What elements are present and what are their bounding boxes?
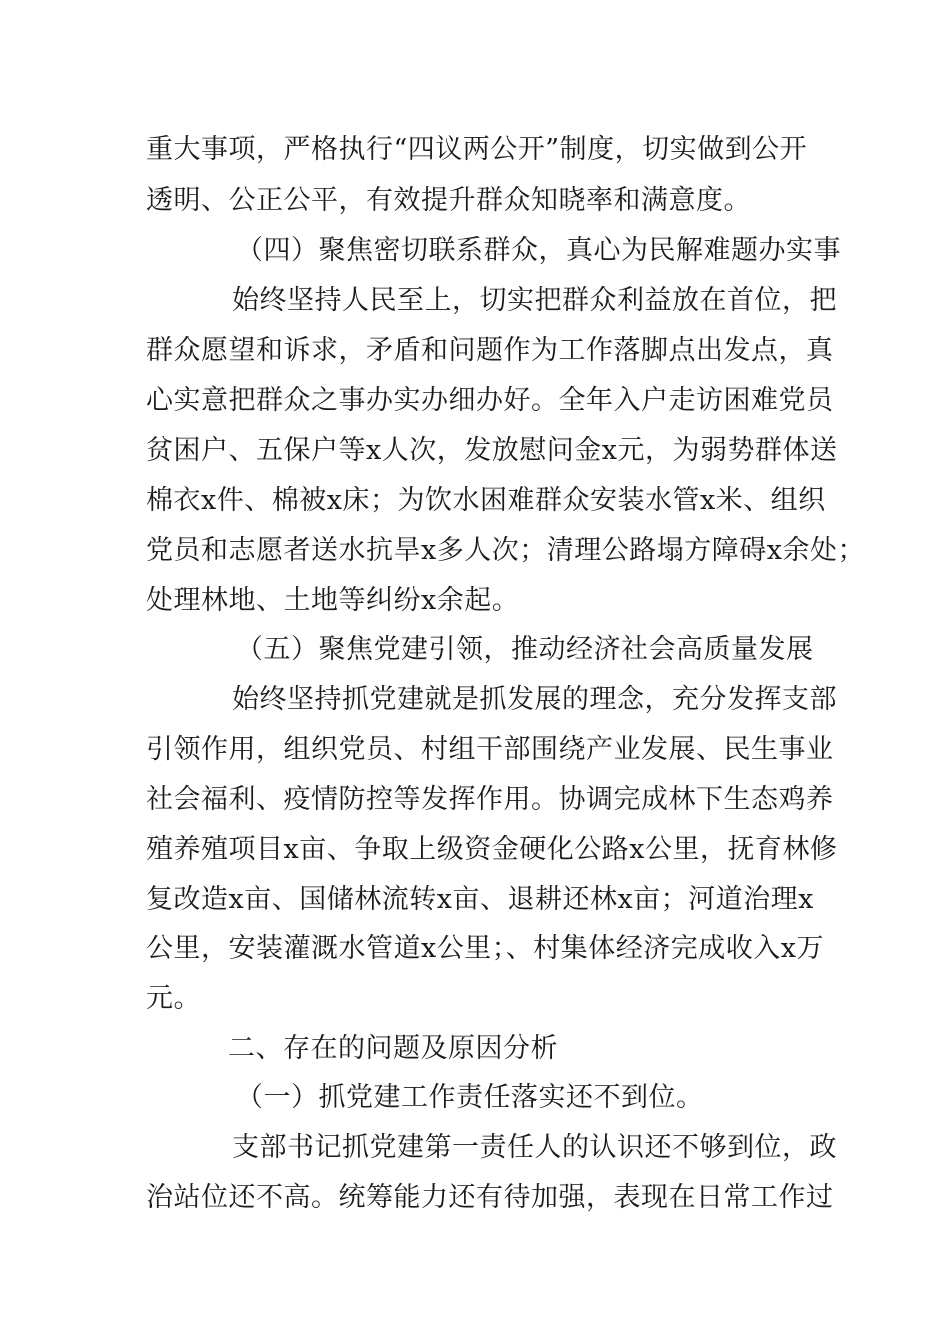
chapter-heading: 二、存在的问题及原因分析 (228, 1033, 558, 1064)
paragraph-line: 群众愿望和诉求，矛盾和问题作为工作落脚点出发点，真 (146, 335, 834, 366)
section-heading: （一）抓党建工作责任落实还不到位。 (236, 1082, 704, 1113)
paragraph-line: 处理林地、土地等纠纷x余起。 (146, 585, 520, 616)
section-heading: （四）聚焦密切联系群众，真心为民解难题办实事 (236, 235, 841, 266)
paragraph-line: 始终坚持人民至上，切实把群众利益放在首位，把 (232, 285, 837, 316)
paragraph-line: 治站位还不高。统筹能力还有待加强，表现在日常工作过 (146, 1182, 834, 1213)
paragraph-line: 心实意把群众之事办实办细办好。全年入户走访困难党员 (146, 385, 834, 416)
paragraph-line: 贫困户、五保户等x人次，发放慰问金x元，为弱势群体送 (146, 435, 838, 466)
paragraph-line: 支部书记抓党建第一责任人的认识还不够到位，政 (232, 1132, 837, 1163)
paragraph-line: 元。 (146, 983, 201, 1014)
paragraph-line: 社会福利、疫情防控等发挥作用。协调完成林下生态鸡养 (146, 784, 834, 815)
paragraph-line: 棉衣x件、棉被x床；为饮水困难群众安装水管x米、组织 (146, 485, 826, 516)
paragraph-line: 始终坚持抓党建就是抓发展的理念，充分发挥支部 (232, 684, 837, 715)
paragraph-line: 公里，安装灌溉水管道x公里；、村集体经济完成收入x万 (146, 933, 824, 964)
paragraph-line: 重大事项，严格执行“四议两公开”制度，切实做到公开 (146, 134, 808, 165)
paragraph-line: 透明、公正公平，有效提升群众知晓率和满意度。 (146, 185, 751, 216)
section-heading: （五）聚焦党建引领，推动经济社会高质量发展 (236, 634, 814, 665)
paragraph-line: 复改造x亩、国储林流转x亩、退耕还林x亩；河道治理x (146, 884, 814, 915)
paragraph-line: 引领作用，组织党员、村组干部围绕产业发展、民生事业 (146, 734, 834, 765)
paragraph-line: 殖养殖项目x亩、争取上级资金硬化公路x公里，抚育林修 (146, 834, 838, 865)
paragraph-line: 党员和志愿者送水抗旱x多人次；清理公路塌方障碍x余处； (146, 535, 865, 566)
